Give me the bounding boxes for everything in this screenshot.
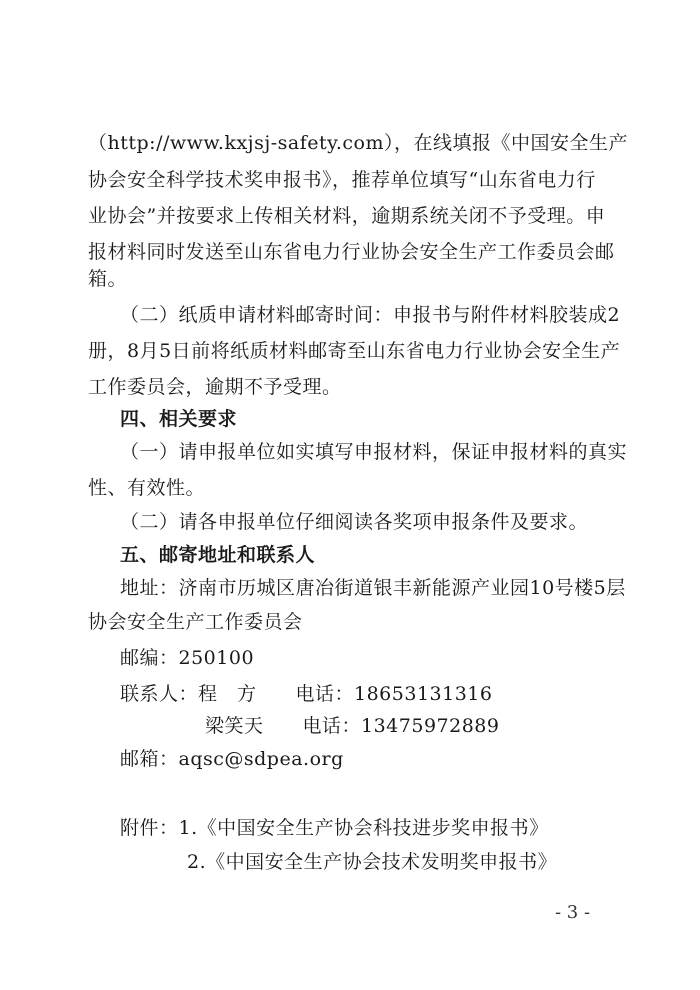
attachment-line: 附件：1.《中国安全生产协会科技进步奖申报书》 bbox=[120, 817, 549, 839]
paragraph-line: （http://www.kxjsj-safety.com），在线填报《中国安全生产 bbox=[88, 132, 628, 154]
paragraph-line: 性、有效性。 bbox=[88, 477, 206, 499]
paragraph-line: 箱。 bbox=[88, 268, 128, 290]
paragraph-line: 地址：济南市历城区唐冶街道银丰新能源产业园10号楼5层 bbox=[120, 577, 626, 599]
paragraph-line: 业协会”并按要求上传相关材料，逾期系统关闭不予受理。申 bbox=[88, 205, 606, 227]
attachment-line: 2.《中国安全生产协会技术发明奖申报书》 bbox=[187, 851, 558, 873]
paragraph-line: 协会安全科学技术奖申报书》，推荐单位填写“山东省电力行 bbox=[88, 169, 596, 191]
paragraph-line: 协会安全生产工作委员会 bbox=[88, 611, 303, 633]
section-heading: 五、邮寄地址和联系人 bbox=[120, 544, 316, 566]
paragraph-line: （二）请各申报单位仔细阅读各奖项申报条件及要求。 bbox=[120, 511, 589, 533]
paragraph-line: 报材料同时发送至山东省电力行业协会安全生产工作委员会邮 bbox=[88, 241, 615, 263]
paragraph-line: （二）纸质申请材料邮寄时间：申报书与附件材料胶装成2 bbox=[120, 304, 621, 326]
paragraph-line: （一）请申报单位如实填写申报材料，保证申报材料的真实 bbox=[120, 441, 628, 463]
contact-line: 联系人：程 方 电话：18653131316 bbox=[120, 683, 493, 705]
contact-line: 梁笑天 电话：13475972889 bbox=[205, 715, 500, 737]
section-heading: 四、相关要求 bbox=[120, 408, 238, 430]
email-line: 邮箱：aqsc@sdpea.org bbox=[120, 748, 344, 770]
paragraph-line: 册，8月5日前将纸质材料邮寄至山东省电力行业协会安全生产 bbox=[88, 340, 621, 362]
page-number: - 3 - bbox=[555, 902, 591, 923]
postcode-line: 邮编：250100 bbox=[120, 647, 255, 669]
paragraph-line: 工作委员会，逾期不予受理。 bbox=[88, 376, 342, 398]
